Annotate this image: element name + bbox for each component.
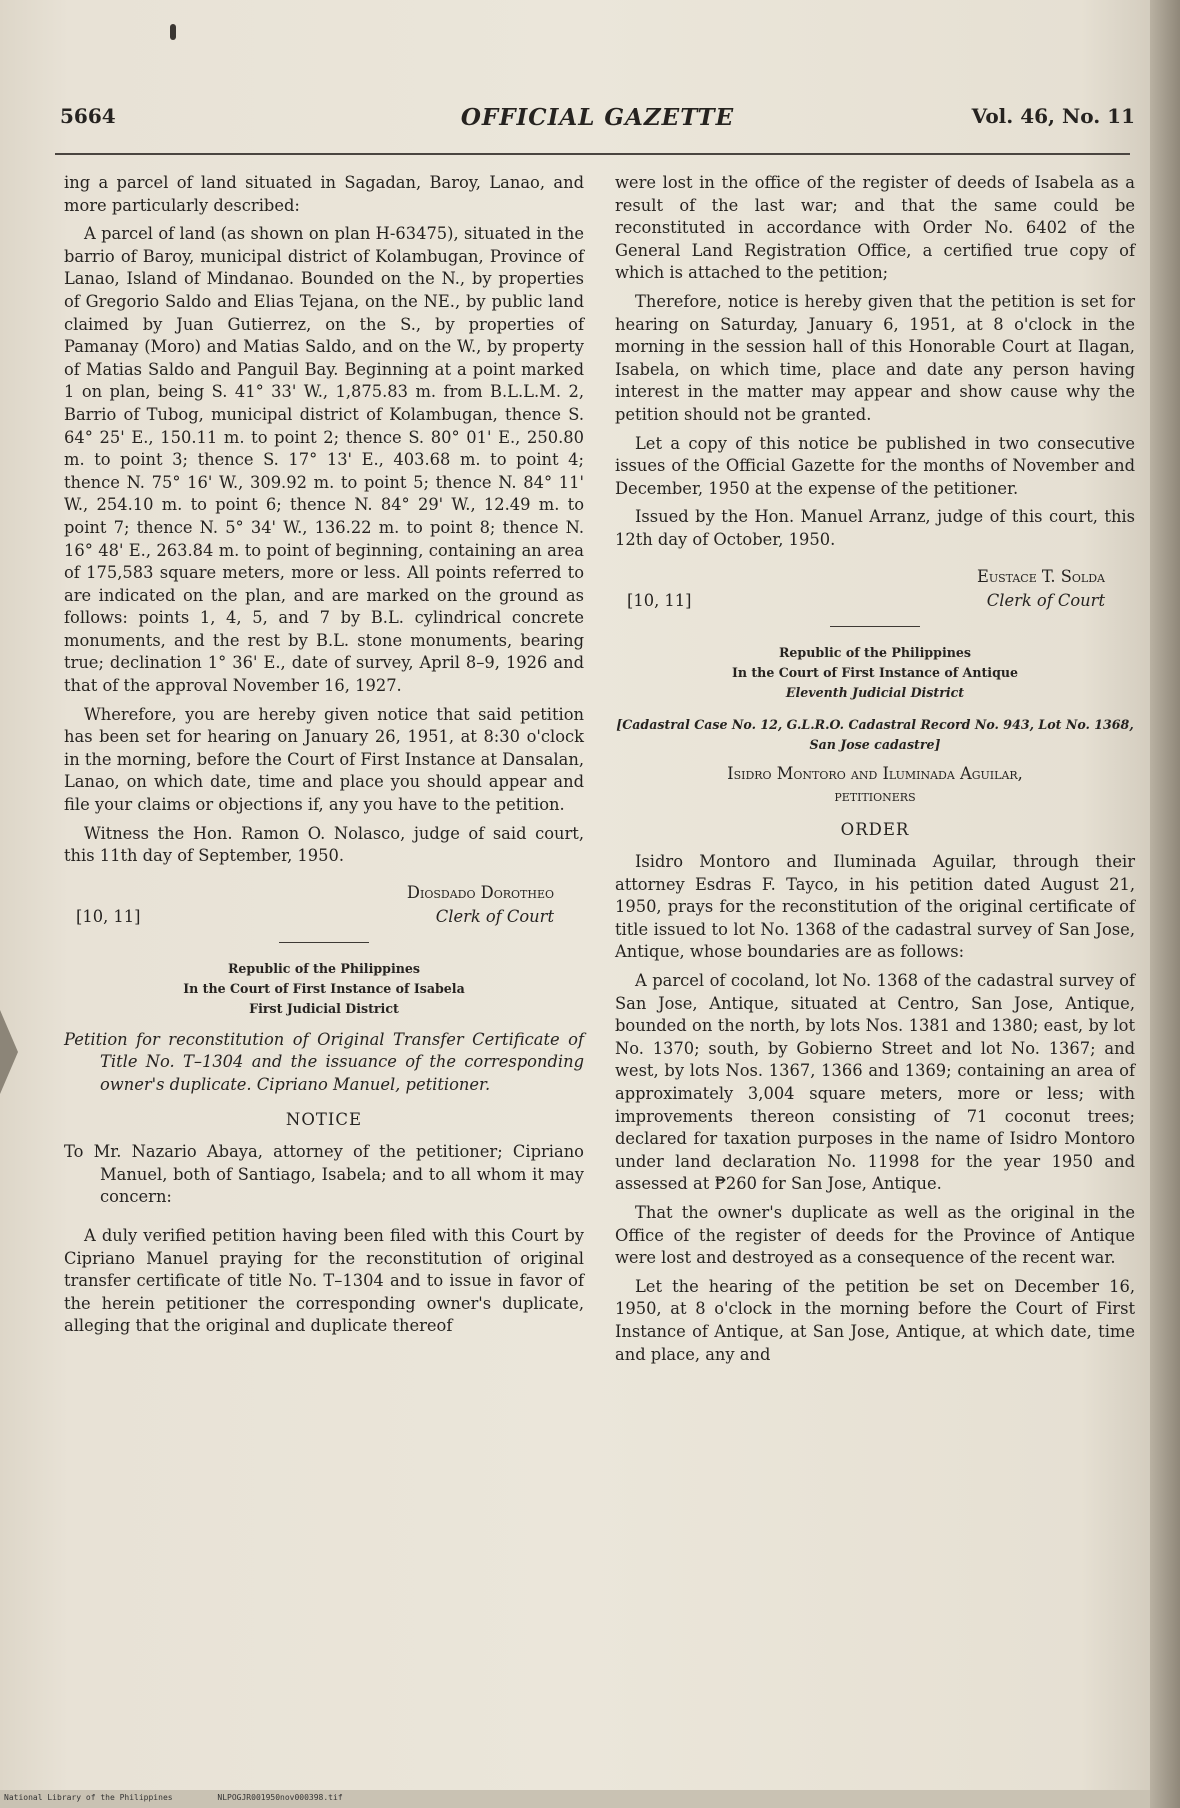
court-heading xyxy=(615,643,1135,703)
parties xyxy=(615,763,1135,807)
page-header xyxy=(60,104,1135,144)
paragraph: A duly verified petition having been filed with this Court by Cipriano Manuel praying for the reconstitution of original transfer certificate of title No. T–1304 and to issue in favor of the herein petitioner the corresponding owner's duplicate, alleging that the original and duplicate thereof xyxy=(64,1225,584,1336)
page-edge xyxy=(1150,0,1180,1808)
signatory-title: Clerk of Court xyxy=(986,590,1105,610)
ink-mark xyxy=(170,24,176,40)
paragraph: Isidro Montoro and Iluminada Aguilar, through their attorney Esdras F. Tayco, in his petition dated August 21, 1950, prays for the reconstitution of the original certificate of title issued to lot No. 1368 of the cadastral survey of San Jose, Antique, whose boundaries are as follows: xyxy=(615,852,1135,962)
paragraph: That the owner's duplicate as well as the original in the Office of the register of deeds for the Province of Antique were lost and destroyed as a consequence of the recent war. xyxy=(615,1203,1135,1268)
paragraph: Let the hearing of the petition be set on December 16, 1950, at 8 o'clock in the morning before the Court of First Instance of Antique, at San Jose, Antique, at which date, time and place, any and xyxy=(615,1276,1135,1364)
notice-address: To Mr. Nazario Abaya, attorney of the petitioner; Cipriano Manuel, both of Santiago, Isabela; and to all whom it may concern: xyxy=(64,1142,584,1207)
paragraph: Let a copy of this notice be published in two consecutive issues of the Official Gazette for the months of November and December, 1950 at the expense of the petitioner. xyxy=(615,433,1135,498)
signature-block xyxy=(615,566,1135,616)
paragraph: A parcel of land (as shown on plan H-63475), situated in the barrio of Baroy, municipal district of Kolambugan, Province of Lanao, Island of Mindanao. Bounded on the N., by properties of Gregorio Saldo and Elias Tejana, on the NE., by public land claimed by Juan Gutierrez, on the S., by properties of Pamanay (Moro) and Matias Saldo, and on the W., by property of Matias Saldo and Panguil Bay. Beginning at a point marked 1 on plan, being S. 41° 33' W., 1,875.83 m. from B.L.L.M. 2, Barrio of Tubog, municipal district of Kolambugan, thence S. 64° 25' E., 150.11 m. to point 2; thence S. 80° 01' E., 250.80 m. to point 3; thence S. 17° 13' E., 403.68 m. to point 4; thence N. 75° 16' W., 309.92 m. to point 5; thence N. 84° 11' W., 254.10 m. to point 6; thence N. 84° 29' W., 12.49 m. to point 7; thence N. 5° 34' W., 136.22 m. to point 8; thence N. 16° 48' E., 263.84 m. to point of beginning, containing an area of 175,583 square meters, more or less. All points referred to are indicated on the plan, and are marked on the ground as follows: points 1, 4, 5, and 7 by B.L. cylindrical concrete monuments, and the rest by B.L. stone monuments, bearing true; declination 1° 36' E., date of survey, April 8–9, 1926 and that of the approval November 16, 1927. xyxy=(64,224,584,696)
petitioner-names: Isidro Montoro and Iluminada Aguilar, xyxy=(727,763,1023,783)
signatory-name: Eustace T. Solda xyxy=(976,566,1105,586)
court-district: Eleventh Judicial District xyxy=(785,684,965,700)
left-column xyxy=(64,172,584,1344)
paragraph: Wherefore, you are hereby given notice that said petition has been set for hearing on January 26, 1951, at 8:30 o'clock in the morning, before the Court of First Instance at Dansalan, Lanao, on which date, time and place you should appear and file your claims or objections if, any you have to the petition. xyxy=(64,704,584,815)
court-name: In the Court of First Instance of Antique xyxy=(731,664,1019,680)
court-district: First Judicial District xyxy=(249,1000,399,1016)
publication-title: OFFICIAL GAZETTE xyxy=(460,104,735,131)
section-divider xyxy=(279,942,369,943)
footer-library: National Library of the Philippines xyxy=(4,1793,173,1802)
signatory-title: Clerk of Court xyxy=(435,906,554,926)
right-column xyxy=(615,172,1135,1372)
paragraph: Witness the Hon. Ramon O. Nolasco, judge of said court, this 11th day of September, 1950. xyxy=(64,823,584,866)
paragraph: ing a parcel of land situated in Sagadan, Baroy, Lanao, and more particularly described: xyxy=(64,173,584,215)
signatory-name: Diosdado Dorotheo xyxy=(406,882,554,902)
paragraph: A parcel of cocoland, lot No. 1368 of the cadastral survey of San Jose, Antique, situated at Centro, San Jose, Antique, bounded on the north, by lots Nos. 1381 and 1380; east, by lot No. 1370; south, by Gobierno Street and lot No. 1367; and west, by lots Nos. 1367, 1366 and 1369; containing an area of approximately 3,004 square meters, more or less; with improvements thereon consisting of 71 coconut trees; declared for taxation purposes in the name of Isidro Montoro under land declaration No. 11998 for the year 1950 and assessed at ₱260 for San Jose, Antique. xyxy=(615,971,1135,1194)
court-republic: Republic of the Philippines xyxy=(778,644,972,660)
signature-block xyxy=(64,882,584,932)
paragraph: Therefore, notice is hereby given that the petition is set for hearing on Saturday, January 6, 1951, at 8 o'clock in the morning in the session hall of this Honorable Court at Ilagan, Isabela, on which time, place and date any person having interest in the matter may appear and show cause why the petition should not be granted. xyxy=(615,291,1135,424)
volume-number: Vol. 46, No. 11 xyxy=(971,104,1135,128)
issue-number: [10, 11] xyxy=(627,590,692,610)
court-republic: Republic of the Philippines xyxy=(227,960,421,976)
notice-heading: NOTICE xyxy=(285,1109,363,1129)
order-heading: ORDER xyxy=(840,819,910,839)
header-rule xyxy=(55,153,1130,155)
paragraph: Issued by the Hon. Manuel Arranz, judge of this court, this 12th day of October, 1950. xyxy=(615,507,1135,549)
section-divider xyxy=(830,626,920,627)
scan-footer xyxy=(4,1793,383,1802)
court-heading xyxy=(64,959,584,1019)
court-name: In the Court of First Instance of Isabela xyxy=(183,980,465,996)
case-caption: Petition for reconstitution of Original Transfer Certificate of Title No. T–1304 and the issuance of the corresponding owner's duplicate. Cipriano Manuel, petitioner. xyxy=(64,1029,584,1094)
footer-file: NLPOGJR001950nov000398.tif xyxy=(217,1793,343,1802)
paragraph: were lost in the office of the register of deeds of Isabela as a result of the last war; and that the same could be reconstituted in accordance with Order No. 6402 of the General Land Registration Office, a certified true copy of which is attached to the petition; xyxy=(615,173,1135,283)
case-caption: [Cadastral Case No. 12, G.L.R.O. Cadastral Record No. 943, Lot No. 1368, San Jose cadastre] xyxy=(616,716,1134,752)
page-number: 5664 xyxy=(60,104,116,128)
page-tab-mark xyxy=(0,1010,18,1094)
petitioner-label: petitioners xyxy=(834,785,916,805)
issue-number: [10, 11] xyxy=(76,906,141,926)
